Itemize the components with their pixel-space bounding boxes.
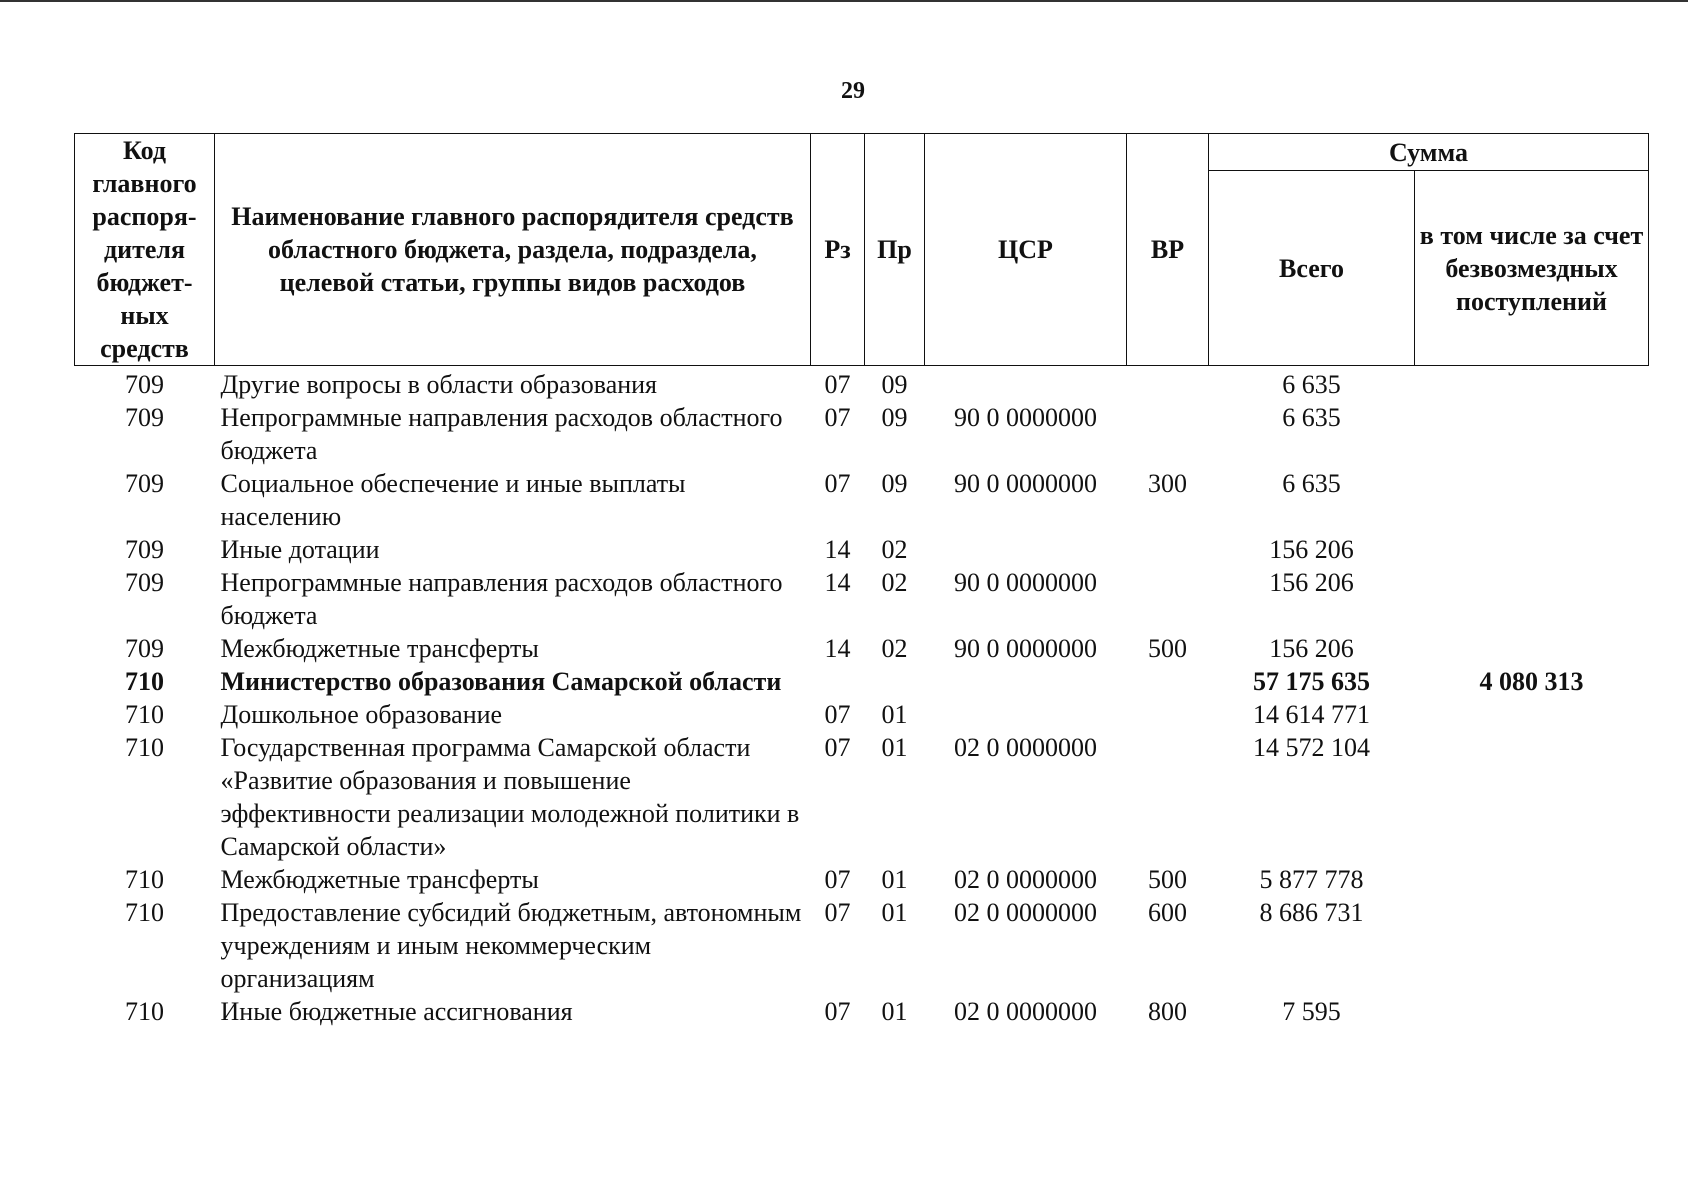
- cell-free: [1415, 731, 1649, 863]
- table-row: [75, 401, 1649, 467]
- cell-csr: [925, 698, 1127, 731]
- cell-name: Министерство образования Самарской области: [220, 667, 782, 696]
- cell-code: 710: [125, 733, 164, 762]
- cell-pr: 09: [881, 469, 908, 498]
- cell-vr: [1127, 698, 1209, 731]
- cell-rz: 07: [824, 865, 851, 894]
- cell-total: 14 614 771: [1253, 700, 1370, 729]
- cell-free: [1415, 467, 1649, 533]
- cell-pr: 01: [881, 733, 908, 762]
- header-code: Код главного распоря-дителя бюджет-ных средств: [75, 134, 215, 366]
- cell-total: 5 877 778: [1259, 865, 1364, 894]
- cell-vr: 800: [1148, 997, 1187, 1026]
- table-body: [75, 366, 1649, 1029]
- cell-free: [1415, 863, 1649, 896]
- cell-code: 710: [125, 997, 164, 1026]
- top-rule: [0, 0, 1688, 2]
- cell-rz: 14: [824, 568, 851, 597]
- cell-name: Иные бюджетные ассигнования: [220, 997, 573, 1026]
- cell-rz: [811, 665, 865, 698]
- cell-pr: 02: [881, 634, 908, 663]
- cell-pr: 01: [881, 997, 908, 1026]
- cell-csr: 02 0 0000000: [954, 898, 1097, 927]
- cell-rz: 07: [824, 370, 851, 399]
- header-sum: Сумма: [1209, 134, 1649, 171]
- table-row: [75, 467, 1649, 533]
- cell-csr: 02 0 0000000: [954, 997, 1097, 1026]
- cell-pr: 01: [881, 700, 908, 729]
- cell-vr: 300: [1148, 469, 1187, 498]
- table-row: [75, 863, 1649, 896]
- cell-csr: 90 0 0000000: [954, 568, 1097, 597]
- cell-pr: 09: [881, 403, 908, 432]
- cell-code: 709: [125, 403, 164, 432]
- cell-vr: [1127, 533, 1209, 566]
- cell-name: Предоставление субсидий бюджетным, автономным учреждениям и иным некоммерческим организациям: [220, 898, 802, 993]
- table-row: [75, 533, 1649, 566]
- cell-csr: 02 0 0000000: [954, 733, 1097, 762]
- cell-total: 156 206: [1269, 634, 1354, 663]
- header-free: в том числе за счет безвозмездных поступлений: [1415, 171, 1649, 366]
- cell-code: 710: [125, 865, 164, 894]
- cell-name: Другие вопросы в области образования: [220, 370, 658, 399]
- cell-name: Государственная программа Самарской области «Развитие образования и повышение эффективности реализации молодежной политики в Самарской области»: [220, 733, 800, 861]
- cell-total: 6 635: [1282, 403, 1341, 432]
- cell-free: [1415, 366, 1649, 402]
- cell-free: [1415, 698, 1649, 731]
- cell-rz: 14: [824, 535, 851, 564]
- cell-free: [1415, 566, 1649, 632]
- cell-csr: 90 0 0000000: [954, 634, 1097, 663]
- cell-total: 6 635: [1282, 370, 1341, 399]
- cell-vr: [1127, 566, 1209, 632]
- cell-total: 57 175 635: [1253, 667, 1370, 696]
- cell-code: 710: [125, 898, 164, 927]
- cell-name: Социальное обеспечение и иные выплаты населению: [220, 469, 686, 531]
- cell-code: 709: [125, 568, 164, 597]
- cell-csr: 90 0 0000000: [954, 403, 1097, 432]
- cell-total: 8 686 731: [1259, 898, 1364, 927]
- cell-total: 7 595: [1282, 997, 1341, 1026]
- header-name: Наименование главного распорядителя средств областного бюджета, раздела, подраздела, целевой статьи, группы видов расходов: [215, 134, 811, 366]
- cell-csr: 02 0 0000000: [954, 865, 1097, 894]
- cell-vr: [1127, 665, 1209, 698]
- cell-csr: [925, 366, 1127, 402]
- budget-table: [74, 133, 1649, 1028]
- cell-csr: [925, 533, 1127, 566]
- cell-csr: [925, 665, 1127, 698]
- table-row: [75, 995, 1649, 1028]
- header-total: Всего: [1209, 171, 1415, 366]
- cell-code: 710: [125, 667, 164, 696]
- cell-vr: 500: [1148, 865, 1187, 894]
- table-row: [75, 366, 1649, 402]
- cell-code: 710: [125, 700, 164, 729]
- cell-code: 709: [125, 469, 164, 498]
- cell-name: Дошкольное образование: [220, 700, 503, 729]
- cell-name: Межбюджетные трансферты: [220, 865, 539, 894]
- table-row: [75, 665, 1649, 698]
- table-row: [75, 566, 1649, 632]
- cell-rz: 14: [824, 634, 851, 663]
- table-row: [75, 632, 1649, 665]
- cell-free: [1415, 896, 1649, 995]
- cell-pr: 02: [881, 568, 908, 597]
- cell-free: [1415, 995, 1649, 1028]
- cell-pr: 02: [881, 535, 908, 564]
- cell-total: 6 635: [1282, 469, 1341, 498]
- table-row: [75, 698, 1649, 731]
- cell-name: Непрограммные направления расходов областного бюджета: [220, 568, 783, 630]
- cell-vr: 600: [1148, 898, 1187, 927]
- page-number: 29: [841, 78, 865, 104]
- cell-code: 709: [125, 370, 164, 399]
- cell-pr: 01: [881, 865, 908, 894]
- cell-code: 709: [125, 634, 164, 663]
- header-pr: Пр: [865, 134, 925, 366]
- cell-vr: [1127, 366, 1209, 402]
- cell-rz: 07: [824, 700, 851, 729]
- header-csr: ЦСР: [925, 134, 1127, 366]
- cell-name: Непрограммные направления расходов областного бюджета: [220, 403, 783, 465]
- cell-free: [1415, 401, 1649, 467]
- cell-total: 14 572 104: [1253, 733, 1370, 762]
- cell-pr: [865, 665, 925, 698]
- cell-rz: 07: [824, 997, 851, 1026]
- cell-total: 156 206: [1269, 568, 1354, 597]
- header-vr: ВР: [1127, 134, 1209, 366]
- cell-pr: 01: [881, 898, 908, 927]
- cell-vr: 500: [1148, 634, 1187, 663]
- header-rz: Рз: [811, 134, 865, 366]
- cell-vr: [1127, 401, 1209, 467]
- cell-free: [1415, 533, 1649, 566]
- cell-code: 709: [125, 535, 164, 564]
- cell-rz: 07: [824, 403, 851, 432]
- cell-vr: [1127, 731, 1209, 863]
- cell-pr: 09: [881, 370, 908, 399]
- cell-rz: 07: [824, 733, 851, 762]
- cell-total: 156 206: [1269, 535, 1354, 564]
- cell-name: Межбюджетные трансферты: [220, 634, 539, 663]
- cell-free: 4 080 313: [1479, 667, 1584, 696]
- table-row: [75, 731, 1649, 863]
- cell-rz: 07: [824, 898, 851, 927]
- cell-rz: 07: [824, 469, 851, 498]
- cell-name: Иные дотации: [220, 535, 380, 564]
- table-row: [75, 896, 1649, 995]
- cell-free: [1415, 632, 1649, 665]
- cell-csr: 90 0 0000000: [954, 469, 1097, 498]
